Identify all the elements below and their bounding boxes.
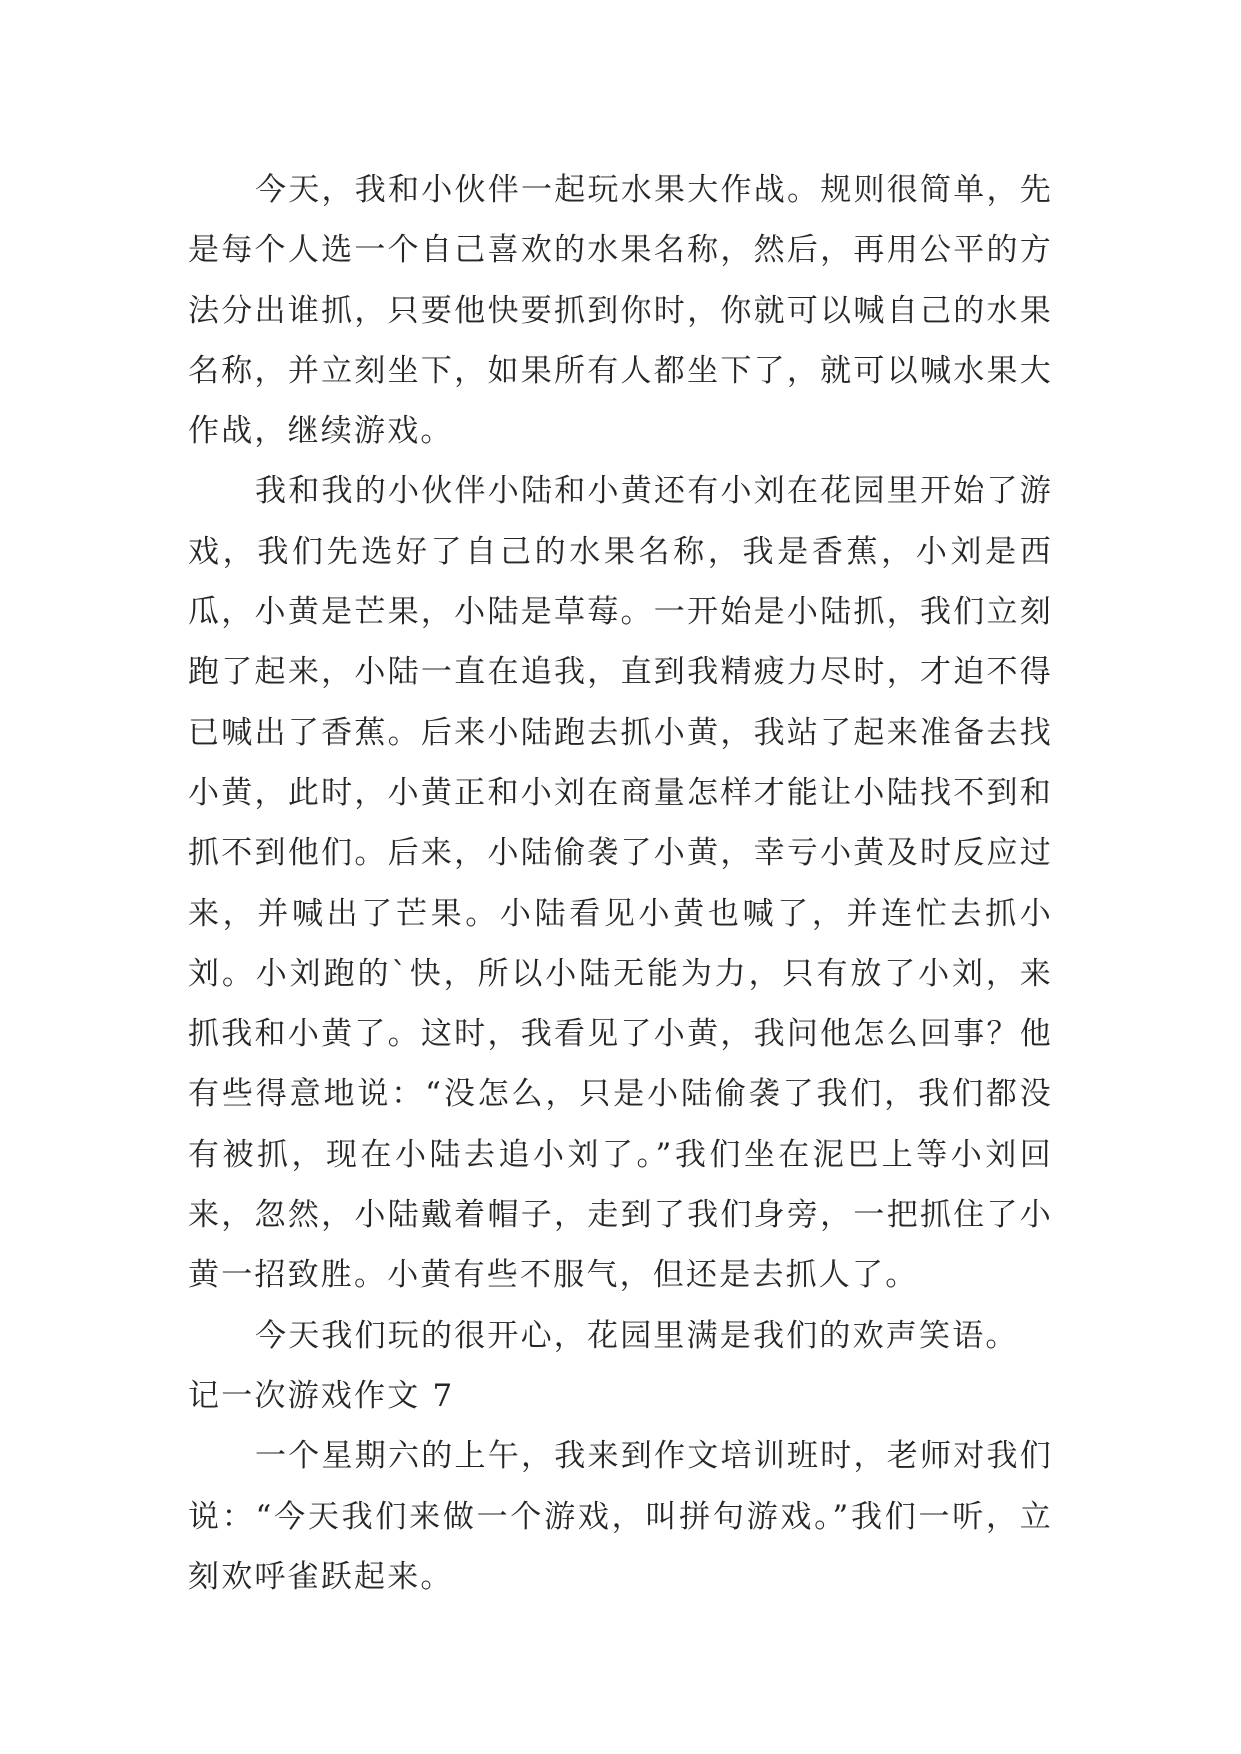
section-heading: 记一次游戏作文 7 xyxy=(188,1377,455,1414)
document-body xyxy=(188,160,1053,1607)
paragraph-new-essay-intro: 一个星期六的上午，我来到作文培训班时，老师对我们说：“今天我们来做一个游戏，叫拼句游戏。”我们一听，立刻欢呼雀跃起来。 xyxy=(188,1438,1053,1595)
paragraph-rules: 今天，我和小伙伴一起玩水果大作战。规则很简单，先是每个人选一个自己喜欢的水果名称，然后，再用公平的方法分出谁抓，只要他快要抓到你时，你就可以喊自己的水果名称，并立刻坐下，如果所有人都坐下了，就可以喊水果大作战，继续游戏。 xyxy=(188,172,1053,450)
paragraph-game-story: 我和我的小伙伴小陆和小黄还有小刘在花园里开始了游戏，我们先选好了自己的水果名称，我是香蕉，小刘是西瓜，小黄是芒果，小陆是草莓。一开始是小陆抓，我们立刻跑了起来，小陆一直在追我，直到我精疲力尽时，才迫不得已喊出了香蕉。后来小陆跑去抓小黄，我站了起来准备去找小黄，此时，小黄正和小刘在商量怎样才能让小陆找不到和抓不到他们。后来，小陆偷袭了小黄，幸亏小黄及时反应过来，并喊出了芒果。小陆看见小黄也喊了，并连忙去抓小刘。小刘跑的`快，所以小陆无能为力，只有放了小刘，来抓我和小黄了。这时，我看见了小黄，我问他怎么回事？他有些得意地说：“没怎么，只是小陆偷袭了我们，我们都没有被抓，现在小陆去追小刘了。”我们坐在泥巴上等小刘回来，忽然，小陆戴着帽子，走到了我们身旁，一把抓住了小黄一招致胜。小黄有些不服气，但还是去抓人了。 xyxy=(188,473,1053,1294)
paragraph-conclusion: 今天我们玩的很开心，花园里满是我们的欢声笑语。 xyxy=(255,1317,1019,1354)
